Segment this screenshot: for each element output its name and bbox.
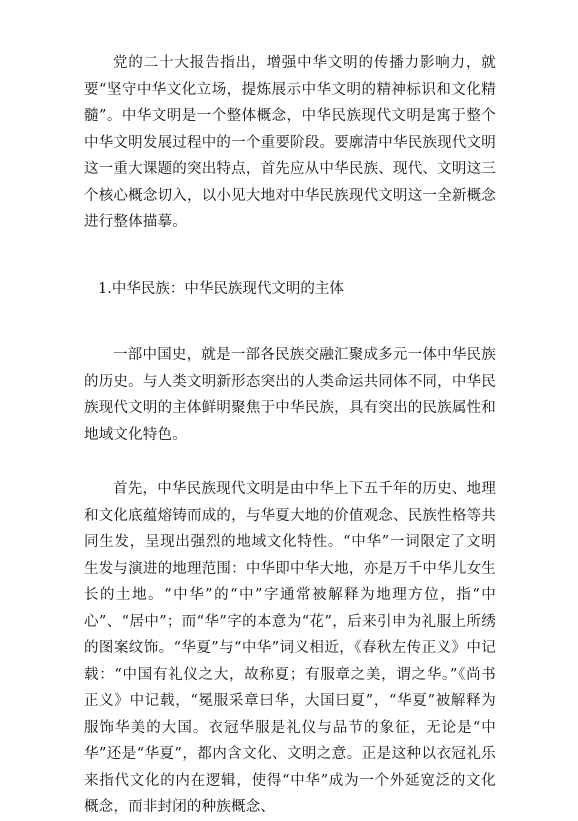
first-point-paragraph: 首先，中华民族现代文明是由中华上下五千年的历史、地理和文化底蕴熔铸而成的，与华夏大地的价值观念、民族性格等共同生发，呈现出强烈的地域文化特性。“中华”一词限定了文明生发与演进的地理范围：中华即中华大地，亦是万千中华儿女生长的土地。“中华”的“中”字通常被解释为地理方位，指“中心”、“居中”；而“华”字的本意为“花”，后来引申为礼服上所绣的图案纹饰。“华夏”与“中华”词义相近，《春秋左传正义》中记载：“中国有礼仪之大，故称夏；有服章之美，谓之华。”《尚书正义》中记载，“冕服采章曰华，大国曰夏”，“华夏”被解释为服饰华美的大国。衣冠华服是礼仪与品节的象征，无论是“中华”还是“华夏”，都内含文化、文明之意。正是这种以衣冠礼乐来指代文化的内在逻辑，使得“中华”成为一个外延宽泛的文化概念，而非封闭的种族概念、 [84, 481, 496, 815]
spacer [84, 448, 496, 476]
section-heading: 1.中华民族：中华民族现代文明的主体 [98, 280, 344, 297]
spacer [84, 302, 496, 342]
intro-paragraph: 党的二十大报告指出，增强中华文明的传播力影响力，就要“坚守中华文化立场，提炼展示中华文明的精神标识和文化精髓”。中华文明是一个整体概念，中华民族现代文明是寓于整个中华文明发展过程中的一个重要阶段。要廓清中华民族现代文明这一重大课题的突出特点，首先应从中华民族、现代、文明这三个核心概念切入，以小见大地对中华民族现代文明这一全新概念进行整体描摹。 [84, 55, 496, 230]
history-paragraph: 一部中国史，就是一部各民族交融汇聚成多元一体中华民族的历史。与人类文明新形态突出的人类命运共同体不同，中华民族现代文明的主体鲜明聚焦于中华民族，具有突出的民族属性和地域文化特色。 [84, 347, 496, 443]
spacer [84, 236, 496, 276]
document-page [84, 50, 496, 821]
